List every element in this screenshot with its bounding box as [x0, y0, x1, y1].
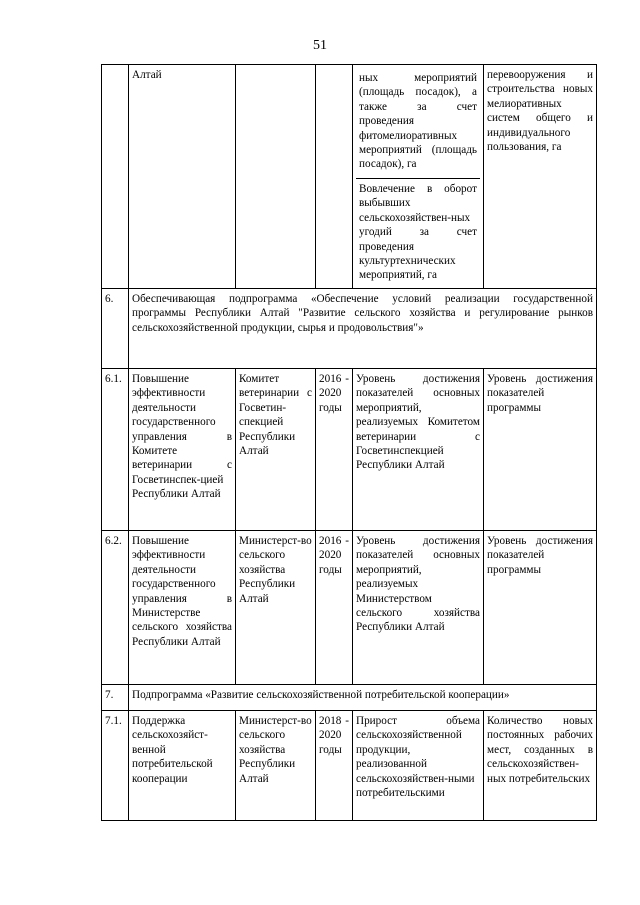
cell-measure: Повышение эффективности деятельности государственного управления в Министерстве сельского хозяйства Республики Алтай — [129, 531, 236, 685]
cell-result: Уровень достижения показателей программы — [484, 531, 597, 685]
section-title: Обеспечивающая подпрограмма «Обеспечение условий реализации государственной программы Республики Алтай "Развитие сельского хозяйства и регулирование рынков сельскохозяйственной продукции, сырья и продовольствия"» — [129, 289, 597, 369]
section-title: Подпрограмма «Развитие сельскохозяйственной потребительской кооперации» — [129, 685, 597, 711]
cell-years — [316, 65, 353, 289]
cell-executor — [236, 65, 316, 289]
cell-years: 2016 - 2020 годы — [316, 369, 353, 531]
cell-num: 6.2. — [102, 531, 129, 685]
table-row — [102, 369, 597, 531]
table-row — [102, 531, 597, 685]
cell-years: 2018 - 2020 годы — [316, 711, 353, 821]
page-number: 51 — [313, 38, 327, 53]
indicator-block: ных мероприятий (площадь посадок), а также за счет проведения фитомелиоративных мероприятий (площадь посадок), га — [359, 72, 477, 171]
table-row — [102, 65, 597, 289]
cell-measure: Алтай — [129, 65, 236, 289]
cell-result: Уровень достижения показателей программы — [484, 369, 597, 531]
cell-indicator: Уровень достижения показателей основных мероприятий, реализуемых Министерством сельского хозяйства Республики Алтай — [353, 531, 484, 685]
section-num: 6. — [102, 289, 129, 369]
cell-indicator — [353, 65, 484, 289]
cell-result: перевооружения и строительства новых мелиоративных систем общего и индивидуального пользования, га — [484, 65, 597, 289]
section-row — [102, 289, 597, 369]
cell-indicator: Уровень достижения показателей основных мероприятий, реализуемых Комитетом ветеринарии с Госветинспекцией Республики Алтай — [353, 369, 484, 531]
table-row — [102, 711, 597, 821]
section-row — [102, 685, 597, 711]
program-measures-table — [101, 64, 597, 821]
section-num: 7. — [102, 685, 129, 711]
cell-years: 2016 - 2020 годы — [316, 531, 353, 685]
cell-executor: Министерст-во сельского хозяйства Республики Алтай — [236, 711, 316, 821]
indicator-block: Вовлечение в оборот выбывших сельскохозяйствен-ных угодий за счет проведения культуртехнических мероприятий, га — [356, 178, 480, 286]
cell-result: Количество новых постоянных рабочих мест, созданных в сельскохозяйствен-ных потребительских — [484, 711, 597, 821]
cell-num — [102, 65, 129, 289]
cell-measure: Повышение эффективности деятельности государственного управления в Комитете ветеринарии с Госветинспек-цией Республики Алтай — [129, 369, 236, 531]
cell-num: 6.1. — [102, 369, 129, 531]
cell-num: 7.1. — [102, 711, 129, 821]
cell-executor: Комитет ветеринарии с Госветин-спекцией Республики Алтай — [236, 369, 316, 531]
cell-indicator: Прирост объема сельскохозяйственной продукции, реализованной сельскохозяйствен-ными потребительскими — [353, 711, 484, 821]
cell-measure: Поддержка сельскохозяйст-венной потребительской кооперации — [129, 711, 236, 821]
cell-executor: Министерст-во сельского хозяйства Республики Алтай — [236, 531, 316, 685]
